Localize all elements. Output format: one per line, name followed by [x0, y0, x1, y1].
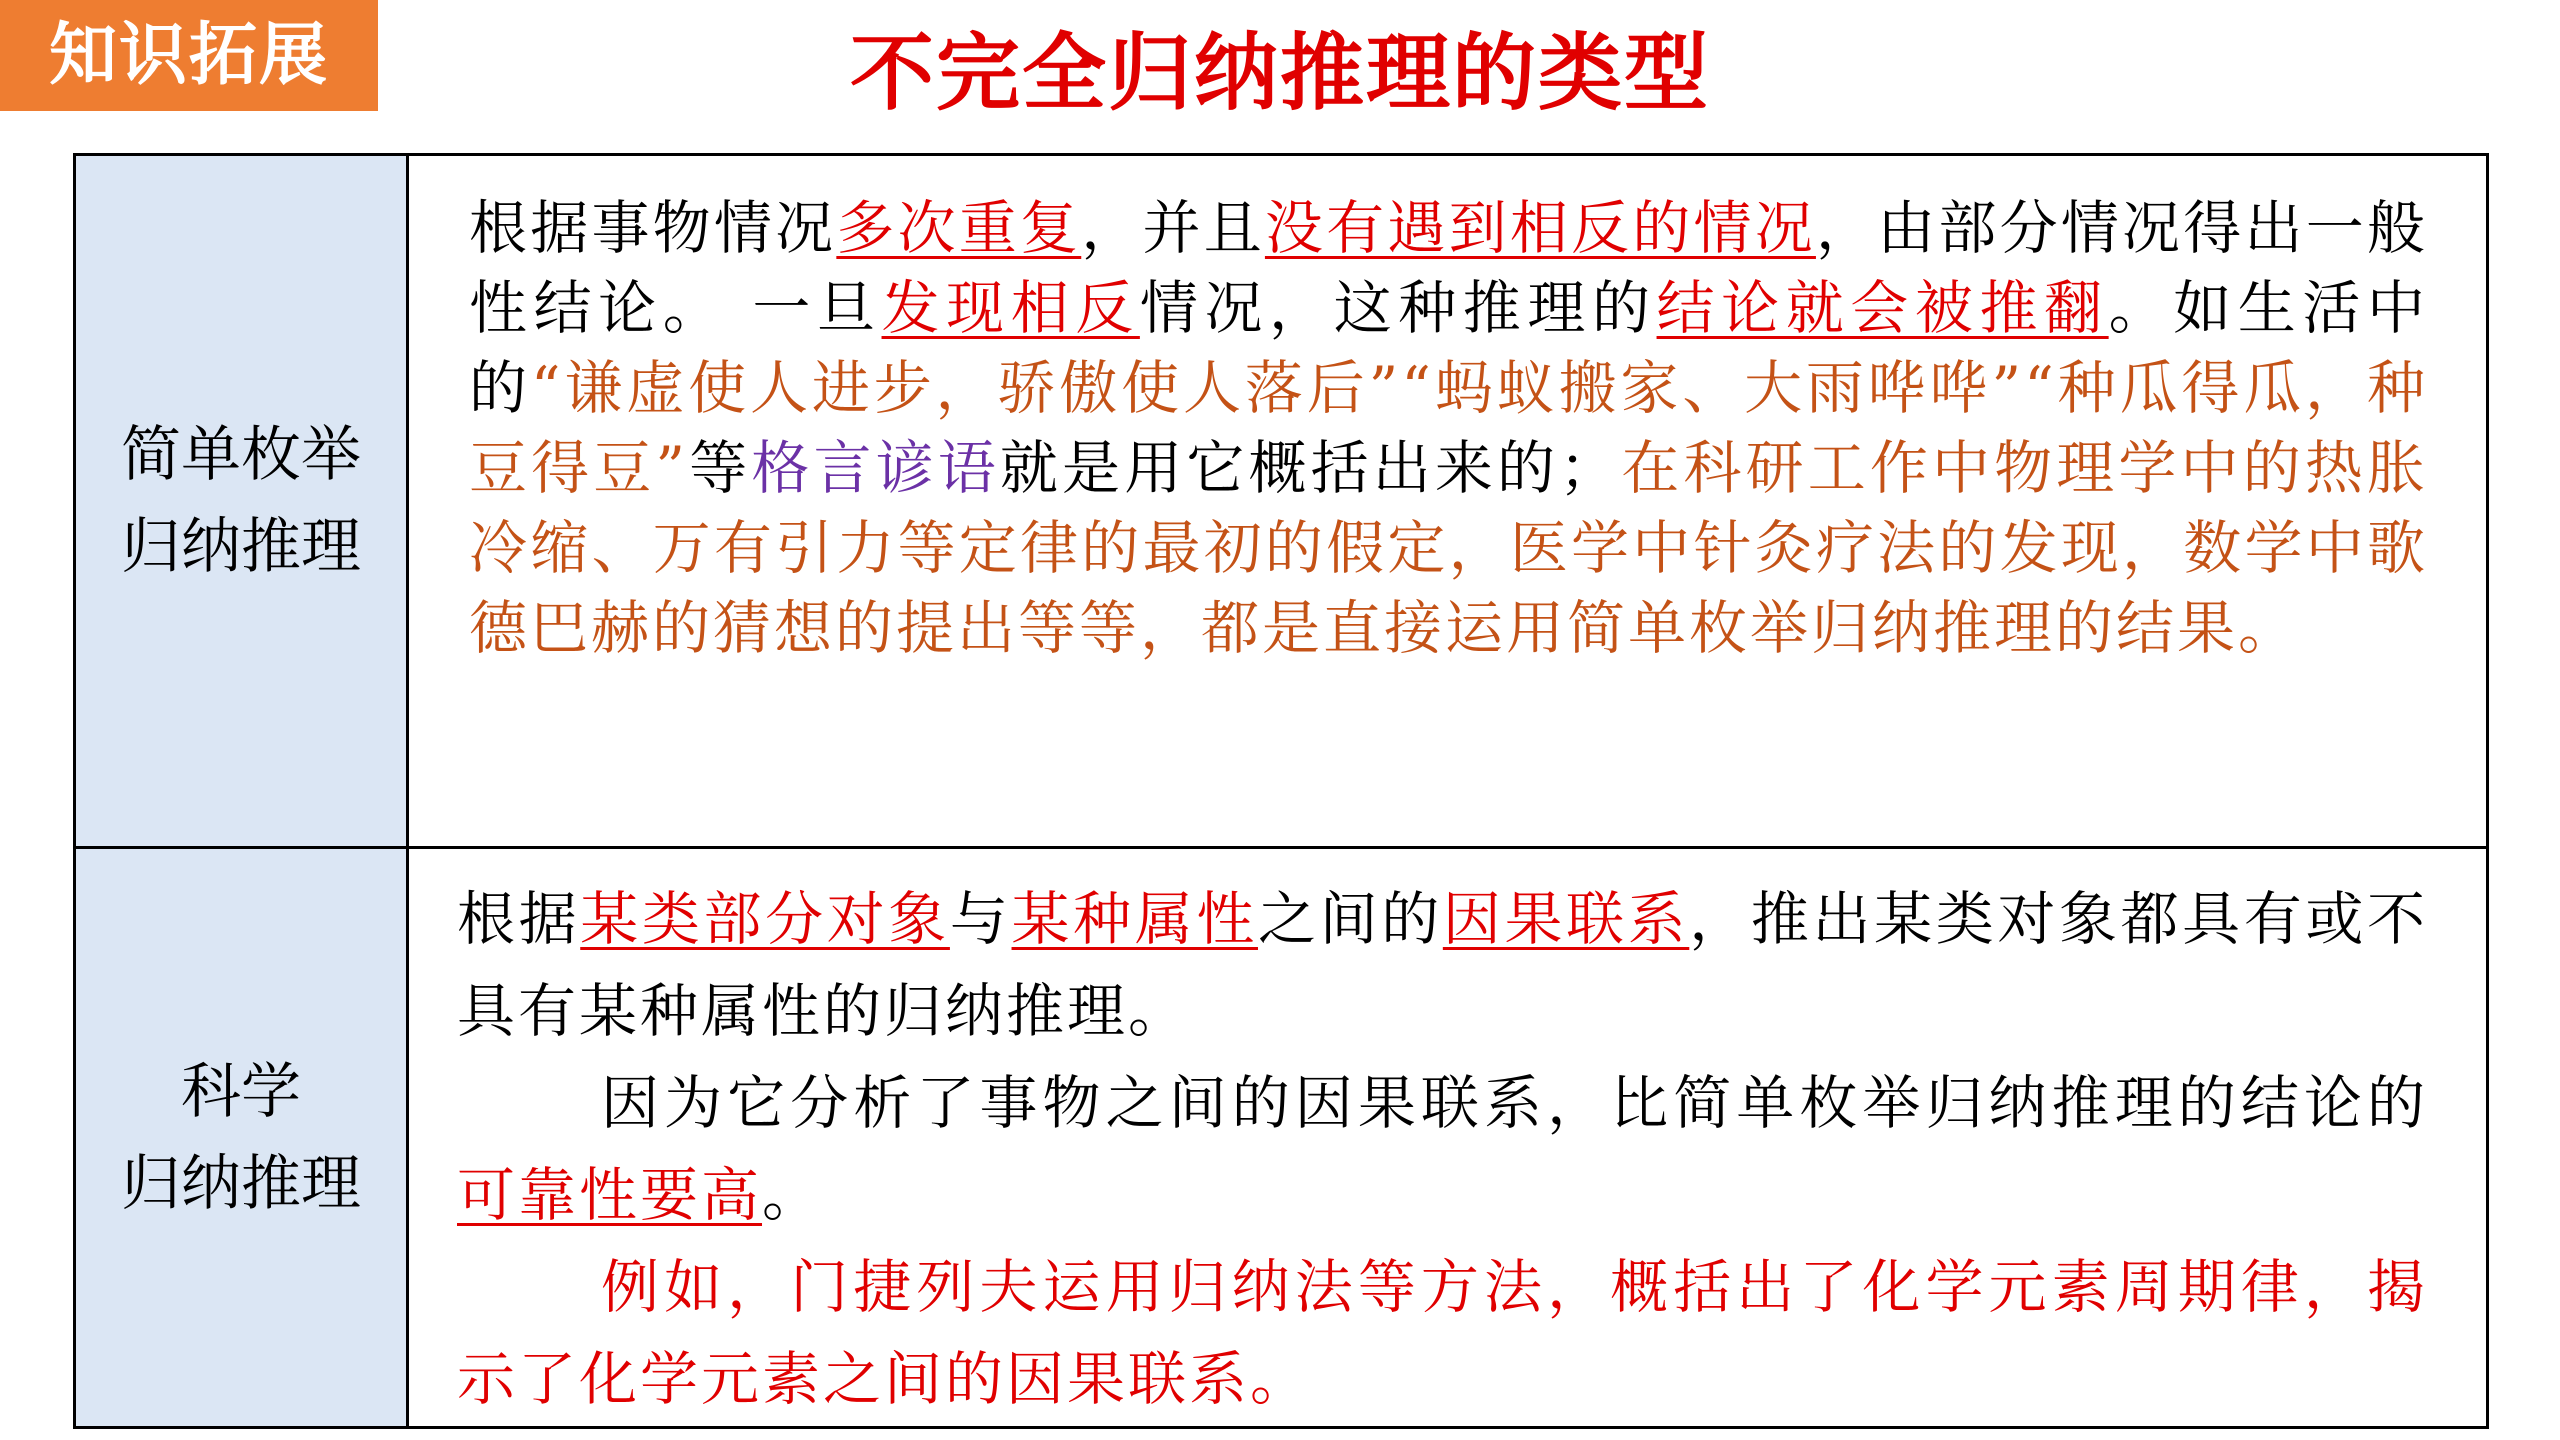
- key-phrase-overturned: 结论就会被推翻: [1656, 274, 2109, 342]
- key-phrase-more-reliable: 可靠性要高: [457, 1161, 763, 1229]
- description-paragraph: [469, 188, 2428, 668]
- table-row-simple-enumeration: [76, 156, 2486, 849]
- row-label-scientific-induction: [76, 849, 409, 1426]
- text-segment: 情况，这种推理的: [1139, 274, 1657, 342]
- example-paragraph: 例如，门捷列夫运用归纳法等方法，概括出了化学元素周期律，揭示了化学元素之间的因果联系。: [457, 1253, 2428, 1413]
- row-label-line2: 归纳推理: [121, 1148, 361, 1219]
- text-segment: 因为它分析了事物之间的因果联系，比简单枚举归纳推理的结论的: [601, 1069, 2428, 1137]
- definition-paragraph: [457, 873, 2428, 1057]
- row-label-simple-enumeration: [76, 156, 409, 846]
- text-segment: ，推出某类对象都具有或不具有某种属性的归纳推理。: [457, 885, 2428, 1045]
- text-segment: 与: [949, 885, 1012, 953]
- text-segment: 。如生活中的: [469, 274, 2428, 422]
- section-badge: 知识拓展: [0, 0, 378, 111]
- text-segment: 根据: [457, 885, 581, 953]
- text-segment: 就是用它概括出来的；: [999, 434, 1621, 502]
- reliability-paragraph: [457, 1057, 2428, 1241]
- key-phrase-counterexample-found: 发现相反: [881, 274, 1140, 342]
- text-segment: 之间的: [1257, 885, 1443, 953]
- row-label-line1: 简单枚举: [121, 420, 361, 490]
- key-phrase-no-counterexample: 没有遇到相反的情况: [1264, 194, 1816, 262]
- text-segment: ，由部分情况得出一般性结论。 一旦: [469, 194, 2428, 342]
- key-phrase-causal-link: 因果联系: [1442, 885, 1690, 953]
- key-phrase-proverbs: 格言谚语: [751, 434, 1000, 502]
- science-examples: 在科研工作中物理学中的热胀冷缩、万有引力等定律的最初的假定，医学中针灸疗法的发现，数学中歌德巴赫的猜想的提出等等，都是直接运用简单枚举归纳推理的结果。: [469, 434, 2428, 662]
- key-phrase-attribute: 某种属性: [1011, 885, 1258, 953]
- key-phrase-partial-objects: 某类部分对象: [580, 885, 950, 953]
- text-segment: 根据事物情况: [469, 194, 837, 262]
- key-phrase-repeated: 多次重复: [836, 194, 1082, 262]
- row-label-line1: 科学: [181, 1056, 301, 1127]
- proverb-examples: “谦虚使人进步，骄傲使人落后”“蚂蚁搬家、大雨哗哗”“种瓜得瓜，种豆得豆”: [469, 354, 2428, 502]
- inference-types-table: [73, 153, 2489, 1429]
- text-segment: 。: [762, 1161, 824, 1229]
- text-segment: ，并且: [1081, 194, 1265, 262]
- text-segment: 等: [688, 434, 752, 502]
- table-row-scientific-induction: [76, 849, 2486, 1426]
- row-label-line2: 归纳推理: [121, 512, 361, 582]
- row-content-scientific-induction: [409, 849, 2486, 1426]
- page-title: 不完全归纳推理的类型: [849, 24, 1710, 122]
- row-content-simple-enumeration: [409, 156, 2486, 846]
